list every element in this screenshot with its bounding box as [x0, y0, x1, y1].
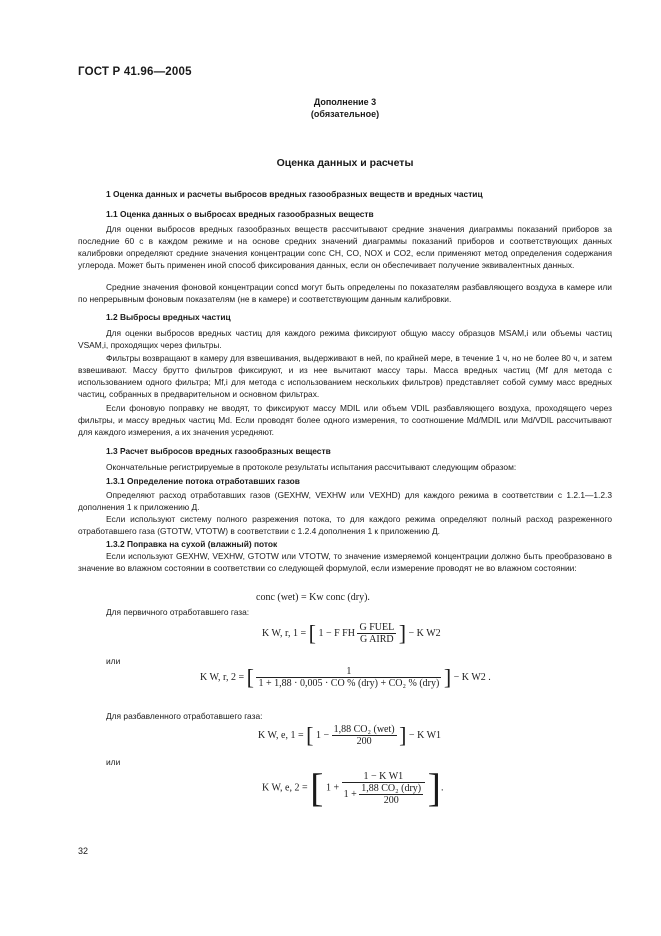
label-diluted-gas: Для разбавленного отработавшего газа: — [106, 711, 263, 721]
paragraph-1-2-b: Фильтры возвращают в камеру для взвешивания, выдерживают в ней, по крайней мере, в течение 1 ч, но не более 80 ч, и затем взвешивают. Массу брутто фильтров фиксируют, и из нее вычитают массу тары. Масса вредных частиц (Mf для метода с использованием одного фильтра; Mf,i для метода с использованием нескольких фильтров) представляет собой сумму масс вредных частиц, собранных в предварительном и основном фильтрах. — [78, 353, 612, 400]
paragraph-1-1-b: Средние значения фоновой концентрации concd могут быть определены по показателям разбавляющего воздуха в камере или по непрерывным фоновым показателям (не в камере) и соответствующим данным калибровки. — [78, 282, 612, 305]
formula-lhs: K W, r, 2 — [200, 671, 236, 683]
paragraph-1-3-a: Окончательные регистрируемые в протоколе результаты испытания рассчитывают следующим образом: — [106, 462, 517, 472]
formula-lhs: K W, r, 1 — [262, 627, 298, 639]
appendix-title: Дополнение 3 — [313, 97, 377, 107]
formula-conc-wet: conc (wet) = Kw conc (dry). — [256, 592, 370, 603]
paragraph-1-1-a: Для оценки выбросов вредных газообразных веществ рассчитывают средние значения диаграммы показаний приборов за последние 60 с в каждом режиме и на основе средних значений диаграммы показаний приборов и соответствующих данных калибровки определяют средние значения концентрации conc CH, CO, NOX и CO2, если применяют метод определения содержания углерода. Может быть применен иной способ фиксирования данных, если он обеспечивает получение эквивалентных данных. — [78, 224, 612, 271]
formula-lhs: K W, e, 1 — [258, 729, 296, 741]
formula-kw-e1: K W, e, 1 = [ 1 − $\frac{\text{1,88 CO₂ (wet)}}{200}$ ] − K W1 — [258, 722, 442, 748]
heading-1-3-1: 1.3.1 Определение потока отработавших газов — [106, 476, 300, 486]
label-primary-gas: Для первичного отработавшего газа: — [106, 607, 250, 617]
paragraph-1-3-c: Если используют систему полного разрежения потока, то для каждого режима определяют полный расход разреженного отработавшего газа (GTOTW, VTOTW) в соответствии с 1.2.4 дополнения 1 к приложению Д. — [78, 514, 612, 537]
paragraph-1-2-c: Если фоновую поправку не вводят, то фиксируют массу MDIL или объем VDIL разбавляющего воздуха, проходящего через фильтры, и массу вредных частиц Md. Если проводят более одного измерения, то соотношение Md/MDIL или Md/VDIL рассчитывают для каждого измерения, а их значения усредняют. — [78, 403, 612, 438]
appendix-subtitle: (обязательное) — [310, 109, 380, 119]
heading-1-3-2: 1.3.2 Поправка на сухой (влажный) поток — [106, 539, 278, 549]
paragraph-1-3-d: Если используют GEXHW, VEXHW, GTOTW или VTOTW, то значение измеряемой концентрации должно быть преобразовано в значение во влажном состоянии в соответствии со следующей формулой, если измерение проводят не во влажном состоянии: — [78, 551, 612, 574]
formula-kw-r1: K W, r, 1 = [ 1 − F FH $\frac{\text{G FUEL}}{\text{G AIRD}}$ ] − K W2 — [262, 620, 441, 646]
formula-kw-r2: K W, r, 2 = [ $\frac{1}{\text{1 + 1,88 · 0,005 · CO \% (dry) + CO₂ \% (dry)}}$ ] − K W2 . — [200, 664, 491, 690]
section-title: Оценка данных и расчеты — [276, 157, 414, 169]
standard-header: ГОСТ Р 41.96—2005 — [78, 66, 192, 78]
paragraph-1-3-b: Определяют расход отработавших газов (GEXHW, VEXHW или VEXHD) для каждого режима в соответствии с 1.2.1—1.2.3 дополнения 1 к приложению Д. — [78, 490, 612, 513]
heading-1: 1 Оценка данных и расчеты выбросов вредных газообразных веществ и вредных частиц — [106, 189, 483, 199]
label-or-1: или — [106, 656, 121, 666]
page-number: 32 — [78, 846, 89, 856]
formula-kw-e2: K W, e, 2 = [ 1 + 1 − K W1 1 + $\frac{\text{1,88 CO₂ (dry)}}{200}$ ]. — [262, 765, 444, 810]
heading-1-3: 1.3 Расчет выбросов вредных газообразных веществ — [106, 446, 331, 456]
paragraph-1-2-a: Для оценки выбросов вредных частиц для каждого режима фиксируют общую массу образцов MSAM,i или объемы частиц VSAM,i, проходящих через фильтры. — [78, 328, 612, 351]
label-or-2: или — [106, 757, 121, 767]
formula-lhs: K W, e, 2 — [262, 782, 300, 794]
heading-1-2: 1.2 Выбросы вредных частиц — [106, 312, 231, 322]
heading-1-1: 1.1 Оценка данных о выбросах вредных газообразных веществ — [106, 209, 374, 219]
